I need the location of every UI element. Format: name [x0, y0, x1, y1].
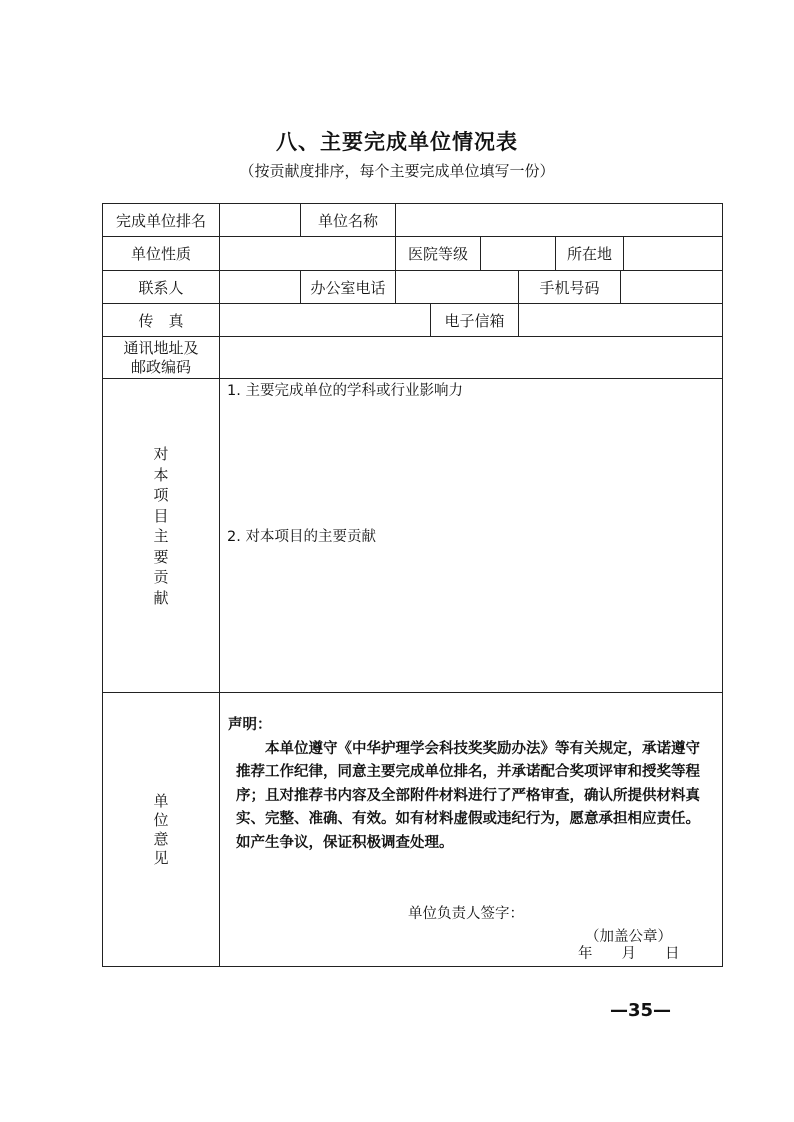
date-label: 年 月 日: [578, 946, 680, 962]
label-address: [103, 337, 219, 378]
label-hospital-level: 医院等级: [407, 245, 468, 263]
label-opinion-char: 见: [153, 849, 169, 867]
office-phone-field[interactable]: [396, 271, 518, 303]
label-contribution-char: 本: [153, 465, 169, 484]
location-field[interactable]: [624, 237, 722, 270]
label-contribution-char: 主: [153, 527, 169, 545]
label-opinion-char: 单: [153, 792, 169, 810]
signature-label: 单位负责人签字：: [408, 906, 524, 922]
hospital-level-field[interactable]: [481, 237, 555, 270]
declaration-body: 本单位遵守《中华护理学会科技奖奖励办法》等有关规定，承诺遵守推荐工作纪律，同意主要完成单位排名，并承诺配合奖项评审和授奖等程序；且对推荐书内容及全部附件材料进行了严格审查，确认所提供材料真实、完整、准确、有效。如有材料虚假或违纪行为，愿意承担相应责任。如产生争议，保证积极调查处理。: [236, 740, 700, 851]
seal-note: （加盖公章）: [585, 929, 672, 945]
label-contribution-char: 目: [153, 506, 169, 525]
label-contribution: [103, 438, 219, 614]
label-unit-name: 单位名称: [317, 211, 378, 230]
label-contribution-char: 项: [153, 486, 169, 504]
row-divider: [102, 692, 723, 693]
label-contribution-char: 要: [153, 547, 169, 566]
declaration-heading: 声明：: [228, 717, 272, 733]
declaration-block: [228, 714, 714, 855]
page-subtitle: （按贡献度排序，每个主要完成单位填写一份）: [239, 162, 555, 180]
row-divider: [102, 378, 723, 379]
label-rank: 完成单位排名: [115, 211, 206, 230]
mobile-field[interactable]: [621, 271, 722, 303]
contribution-item-2: 2. 对本项目的主要贡献: [227, 529, 376, 545]
label-location: 所在地: [566, 245, 612, 263]
label-opinion-char: 位: [153, 811, 169, 829]
table-border-right: [722, 203, 723, 966]
fax-field[interactable]: [220, 304, 430, 336]
unit-name-field[interactable]: [396, 204, 722, 236]
label-unit-nature: 单位性质: [130, 245, 191, 263]
unit-nature-field[interactable]: [220, 237, 395, 270]
label-opinion: [103, 790, 219, 870]
label-address-line-1: 通讯地址及: [123, 338, 199, 357]
email-field[interactable]: [519, 304, 722, 336]
label-contribution-char: 献: [153, 588, 169, 607]
page-number: —35—: [610, 1000, 672, 1021]
contribution-item-1: 1. 主要完成单位的学科或行业影响力: [227, 383, 463, 399]
contact-field[interactable]: [220, 271, 300, 303]
label-address-line-2: 邮政编码: [130, 357, 191, 376]
label-opinion-char: 意: [153, 830, 169, 848]
label-contact: 联系人: [138, 278, 184, 297]
rank-field[interactable]: [220, 204, 300, 236]
label-mobile: 手机号码: [539, 278, 600, 297]
page-title: 八、主要完成单位情况表: [276, 130, 518, 154]
label-email: 电子信箱: [444, 311, 505, 330]
label-contribution-char: 对: [153, 445, 169, 463]
label-contribution-char: 贡: [153, 568, 169, 586]
table-border-bottom: [102, 966, 723, 967]
label-fax: 传 真: [138, 311, 184, 330]
label-office-phone: 办公室电话: [310, 278, 386, 297]
address-field[interactable]: [220, 337, 722, 378]
